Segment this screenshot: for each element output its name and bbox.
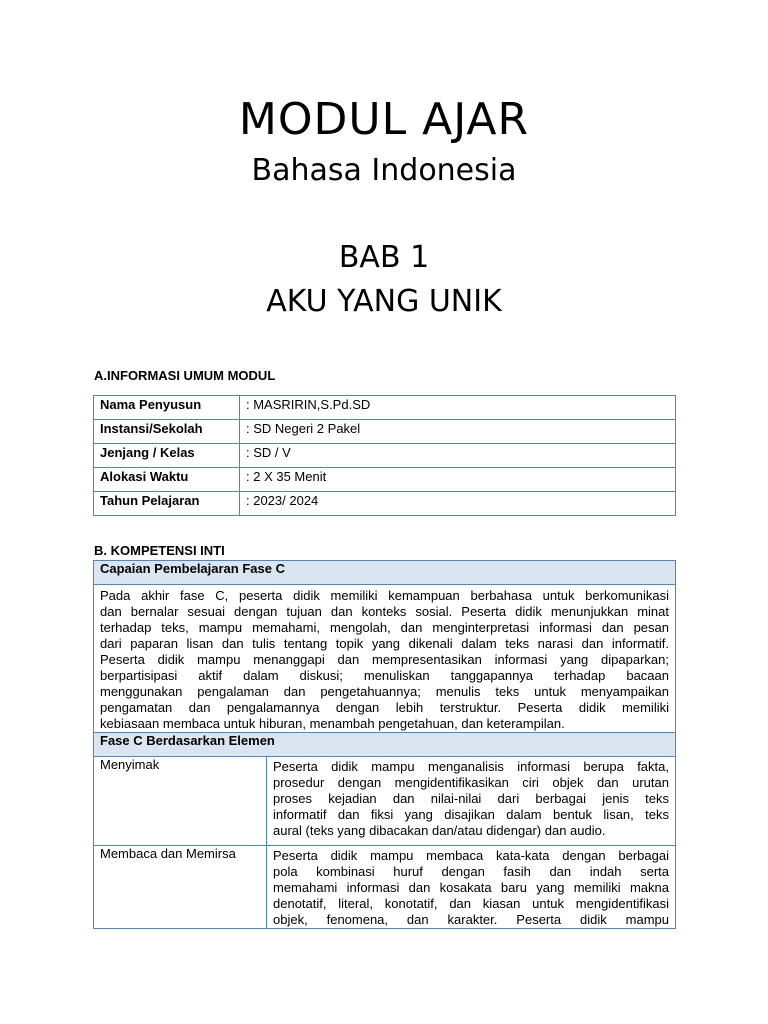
paragraph-line: Peserta didik mampu membaca kata-kata dengan berbagai bbox=[273, 848, 669, 863]
info-label: Nama Penyusun bbox=[94, 396, 240, 420]
info-value: : SD Negeri 2 Pakel bbox=[240, 420, 676, 444]
table-row bbox=[94, 733, 676, 757]
paragraph-line: proses kejadian dan nilai-nilai dari berbagai jenis teks bbox=[273, 791, 669, 806]
paragraph-line: memahami informasi dan kosakata baru yang memiliki makna bbox=[273, 880, 669, 895]
paragraph-line: menggunakan pengalaman dan pengetahuannya; menulis teks untuk menyampaikan bbox=[100, 684, 669, 699]
section-b-heading: B. KOMPETENSI INTI bbox=[94, 543, 225, 558]
element-description bbox=[267, 757, 676, 846]
cp-paragraph bbox=[94, 585, 676, 733]
general-info-table bbox=[93, 395, 676, 516]
paragraph-line: berpartisipasi aktif dalam diskusi; menuliskan tanggapannya terhadap bacaan bbox=[100, 668, 669, 683]
paragraph-line: objek, fenomena, dan karakter. Peserta didik mampu bbox=[273, 912, 669, 927]
table-row bbox=[94, 444, 676, 468]
element-name: Membaca dan Memirsa bbox=[94, 846, 267, 929]
competency-table bbox=[93, 560, 676, 929]
info-label: Jenjang / Kelas bbox=[94, 444, 240, 468]
element-description bbox=[267, 846, 676, 929]
table-row bbox=[94, 492, 676, 516]
info-value: : 2023/ 2024 bbox=[240, 492, 676, 516]
info-label: Tahun Pelajaran bbox=[94, 492, 240, 516]
paragraph-line: Peserta didik mampu menanggapi dan mempresentasikan informasi yang dipaparkan; bbox=[100, 652, 669, 667]
paragraph-line: terhadap teks, mampu memahami, mengolah, dan menginterpretasi informasi dan pesan bbox=[100, 620, 669, 635]
document-title: MODUL AJAR bbox=[238, 94, 530, 145]
paragraph-line: dari paparan lisan dan tulis tentang topik yang dikenali dalam teks narasi dan informatif. bbox=[100, 636, 669, 651]
chapter-number: BAB 1 bbox=[338, 240, 430, 275]
paragraph-line: denotatif, literal, konotatif, dan kiasan untuk mengidentifikasi bbox=[273, 896, 669, 911]
info-label: Alokasi Waktu bbox=[94, 468, 240, 492]
table-row bbox=[94, 468, 676, 492]
info-label: Instansi/Sekolah bbox=[94, 420, 240, 444]
paragraph-line: kebiasaan membaca untuk hiburan, menambah pengetahuan, dan keterampilan. bbox=[100, 716, 565, 731]
paragraph-line: informatif dan fiksi yang disajikan dalam bentuk lisan, teks bbox=[273, 807, 669, 822]
table-row bbox=[94, 585, 676, 733]
table-row bbox=[94, 420, 676, 444]
elemen-header: Fase C Berdasarkan Elemen bbox=[94, 733, 676, 757]
table-row bbox=[94, 396, 676, 420]
paragraph-line: aural (teks yang dibacakan dan/atau didengar) dan audio. bbox=[273, 823, 606, 838]
chapter-title: AKU YANG UNIK bbox=[266, 284, 502, 319]
info-value: : SD / V bbox=[240, 444, 676, 468]
table-row bbox=[94, 846, 676, 929]
paragraph-line: pengamatan dan pengalamannya dengan lebih terstruktur. Peserta didik memiliki bbox=[100, 700, 669, 715]
table-row bbox=[94, 561, 676, 585]
info-value: : 2 X 35 Menit bbox=[240, 468, 676, 492]
cp-header: Capaian Pembelajaran Fase C bbox=[94, 561, 676, 585]
paragraph-line: pola kombinasi huruf dengan fasih dan indah serta bbox=[273, 864, 669, 879]
info-value: : MASRIRIN,S.Pd.SD bbox=[240, 396, 676, 420]
paragraph-line: prosedur dengan mengidentifikasikan ciri objek dan urutan bbox=[273, 775, 669, 790]
section-a-heading: A.INFORMASI UMUM MODUL bbox=[94, 368, 276, 383]
table-row bbox=[94, 757, 676, 846]
subject-title: Bahasa Indonesia bbox=[251, 153, 517, 188]
paragraph-line: dan bernalar sesuai dengan tujuan dan konteks sosial. Peserta didik menunjukkan minat bbox=[100, 604, 669, 619]
paragraph-line: Peserta didik mampu menganalisis informasi berupa fakta, bbox=[273, 759, 669, 774]
element-name: Menyimak bbox=[94, 757, 267, 846]
paragraph-line: Pada akhir fase C, peserta didik memiliki kemampuan berbahasa untuk berkomunikasi bbox=[100, 588, 669, 603]
